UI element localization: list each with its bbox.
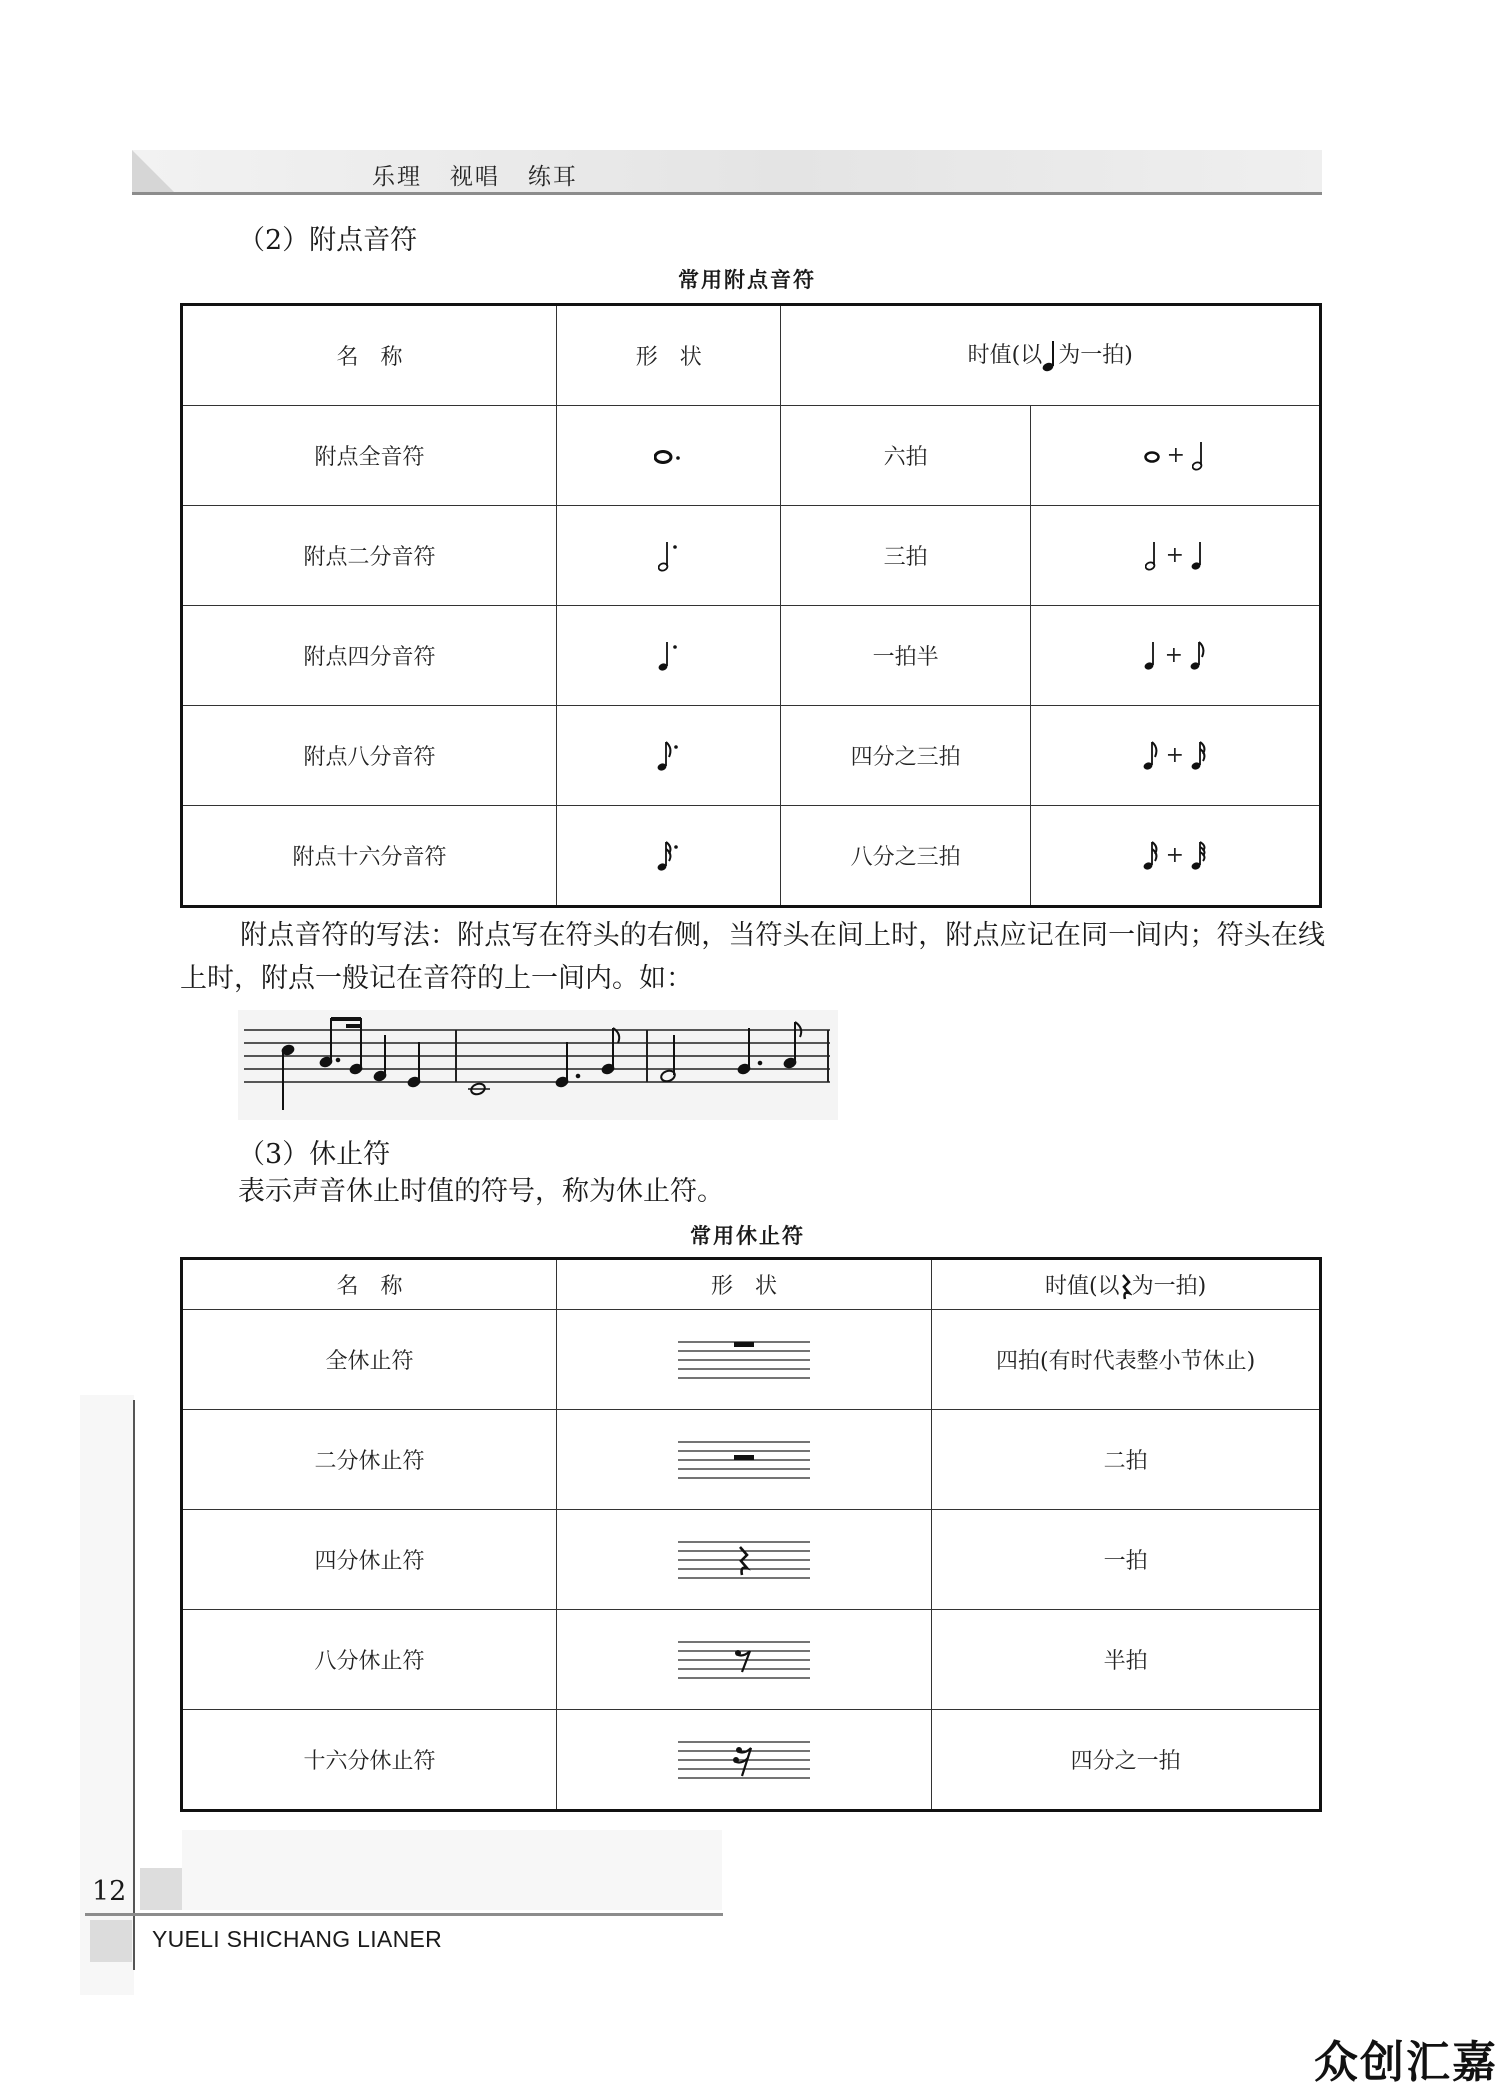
- page-number: 12: [92, 1876, 127, 1907]
- plus-sign: +: [1165, 542, 1185, 568]
- half-note-icon: [1192, 440, 1206, 472]
- table-caption-dotted-notes: 常用附点音符: [678, 268, 816, 292]
- footer-rule: [85, 1913, 723, 1916]
- dotted-half-note-icon: [658, 539, 680, 573]
- quarter-note-icon: [1191, 540, 1205, 572]
- rest-beats: 一拍: [932, 1510, 1321, 1610]
- note-equation: [1030, 806, 1320, 907]
- running-header-title: 乐理 视唱 练耳: [372, 164, 578, 190]
- table-row: [182, 1510, 1321, 1610]
- rest-name: 四分休止符: [182, 1510, 557, 1610]
- note-beats: 六拍: [781, 406, 1030, 506]
- rest-name: 十六分休止符: [182, 1710, 557, 1811]
- rest-name: 全休止符: [182, 1310, 557, 1410]
- note-name: 附点八分音符: [182, 706, 557, 806]
- note-shape: [557, 806, 781, 907]
- table-row: [182, 806, 1321, 907]
- note-name: 附点全音符: [182, 406, 557, 506]
- music-example-staff: [238, 1010, 838, 1120]
- rest-shape: [556, 1510, 931, 1610]
- whole-rest-icon: [676, 1338, 812, 1382]
- note-beats: 一拍半: [781, 606, 1030, 706]
- plus-sign: +: [1165, 742, 1185, 768]
- header-duration: 时值(以 为一拍): [781, 305, 1321, 406]
- note-equation: [1030, 606, 1320, 706]
- rests-table: [180, 1257, 1322, 1812]
- rest-beats: 四拍(有时代表整小节休止): [932, 1310, 1321, 1410]
- note-beats: 八分之三拍: [781, 806, 1030, 907]
- section-title-dotted-notes: （2）附点音符: [238, 225, 418, 256]
- table-row: [182, 706, 1321, 806]
- note-shape: [557, 506, 781, 606]
- table-row: [182, 406, 1321, 506]
- thirty-second-note-icon: [1191, 840, 1207, 872]
- table-row: [182, 606, 1321, 706]
- quarter-note-icon: [1042, 339, 1058, 373]
- quarter-rest-staff-icon: [676, 1538, 812, 1582]
- rest-shape: [556, 1410, 931, 1510]
- rest-shape: [556, 1310, 931, 1410]
- header-shape: 形 状: [556, 1259, 931, 1310]
- quarter-rest-icon: [1120, 1274, 1132, 1300]
- table-header-row: [182, 305, 1321, 406]
- sixteenth-note-icon: [1143, 840, 1159, 872]
- note-shape: [557, 706, 781, 806]
- plus-sign: +: [1166, 442, 1186, 468]
- note-name: 附点十六分音符: [182, 806, 557, 907]
- sixteenth-rest-icon: [676, 1738, 812, 1782]
- rest-beats: 二拍: [932, 1410, 1321, 1510]
- eighth-note-icon: [1143, 740, 1159, 772]
- plus-sign: +: [1165, 842, 1185, 868]
- table-caption-rests: 常用休止符: [690, 1224, 805, 1248]
- table-row: [182, 506, 1321, 606]
- header-band: [132, 150, 1322, 192]
- half-note-icon: [1145, 540, 1159, 572]
- header-shape: 形 状: [557, 305, 781, 406]
- dotted-whole-note-icon: [654, 446, 684, 466]
- dotted-eighth-note-icon: [657, 739, 681, 773]
- footer-shade: [182, 1830, 722, 1910]
- table-row: [182, 1310, 1321, 1410]
- note-equation: [1030, 406, 1320, 506]
- note-name: 附点四分音符: [182, 606, 557, 706]
- footer-grey-box: [90, 1920, 132, 1962]
- header-wedge: [132, 150, 174, 192]
- note-equation: [1030, 706, 1320, 806]
- footer-book-title: YUELI SHICHANG LIANER: [152, 1926, 443, 1952]
- rest-name: 二分休止符: [182, 1410, 557, 1510]
- note-shape: [557, 606, 781, 706]
- quarter-note-icon: [1144, 640, 1158, 672]
- dotted-sixteenth-note-icon: [657, 839, 681, 873]
- table-row: [182, 1610, 1321, 1710]
- eighth-rest-icon: [676, 1638, 812, 1682]
- header-name: 名 称: [182, 305, 557, 406]
- rest-shape: [556, 1610, 931, 1710]
- dotted-notes-table: [180, 303, 1322, 908]
- note-beats: 四分之三拍: [781, 706, 1030, 806]
- table-row: [182, 1710, 1321, 1811]
- rest-beats: 四分之一拍: [932, 1710, 1321, 1811]
- rest-shape: [556, 1710, 931, 1811]
- note-equation: [1030, 506, 1320, 606]
- header-duration: 时值(以 为一拍): [932, 1259, 1321, 1310]
- eighth-note-icon: [1190, 640, 1206, 672]
- table-row: [182, 1410, 1321, 1510]
- dotted-note-writing-paragraph: 附点音符的写法：附点写在符头的右侧，当符头在间上时，附点应记在同一间内；符头在线上时，附点一般记在音符的上一间内。如：: [180, 920, 1325, 994]
- sixteenth-note-icon: [1191, 740, 1207, 772]
- footer-grey-box: [140, 1868, 182, 1910]
- rest-beats: 半拍: [932, 1610, 1321, 1710]
- table-header-row: [182, 1259, 1321, 1310]
- note-shape: [557, 406, 781, 506]
- dotted-quarter-note-icon: [658, 639, 680, 673]
- plus-sign: +: [1164, 642, 1184, 668]
- note-beats: 三拍: [781, 506, 1030, 606]
- rest-name: 八分休止符: [182, 1610, 557, 1710]
- note-name: 附点二分音符: [182, 506, 557, 606]
- section-title-rests: （3）休止符: [238, 1139, 391, 1170]
- header-rule: [132, 192, 1322, 195]
- footer-vertical-rule: [133, 1400, 135, 1970]
- rests-intro: 表示声音休止时值的符号，称为休止符。: [238, 1176, 724, 1207]
- half-rest-icon: [676, 1438, 812, 1482]
- header-name: 名 称: [182, 1259, 557, 1310]
- whole-note-icon: [1144, 448, 1160, 464]
- watermark: 众创汇嘉: [1314, 2037, 1498, 2088]
